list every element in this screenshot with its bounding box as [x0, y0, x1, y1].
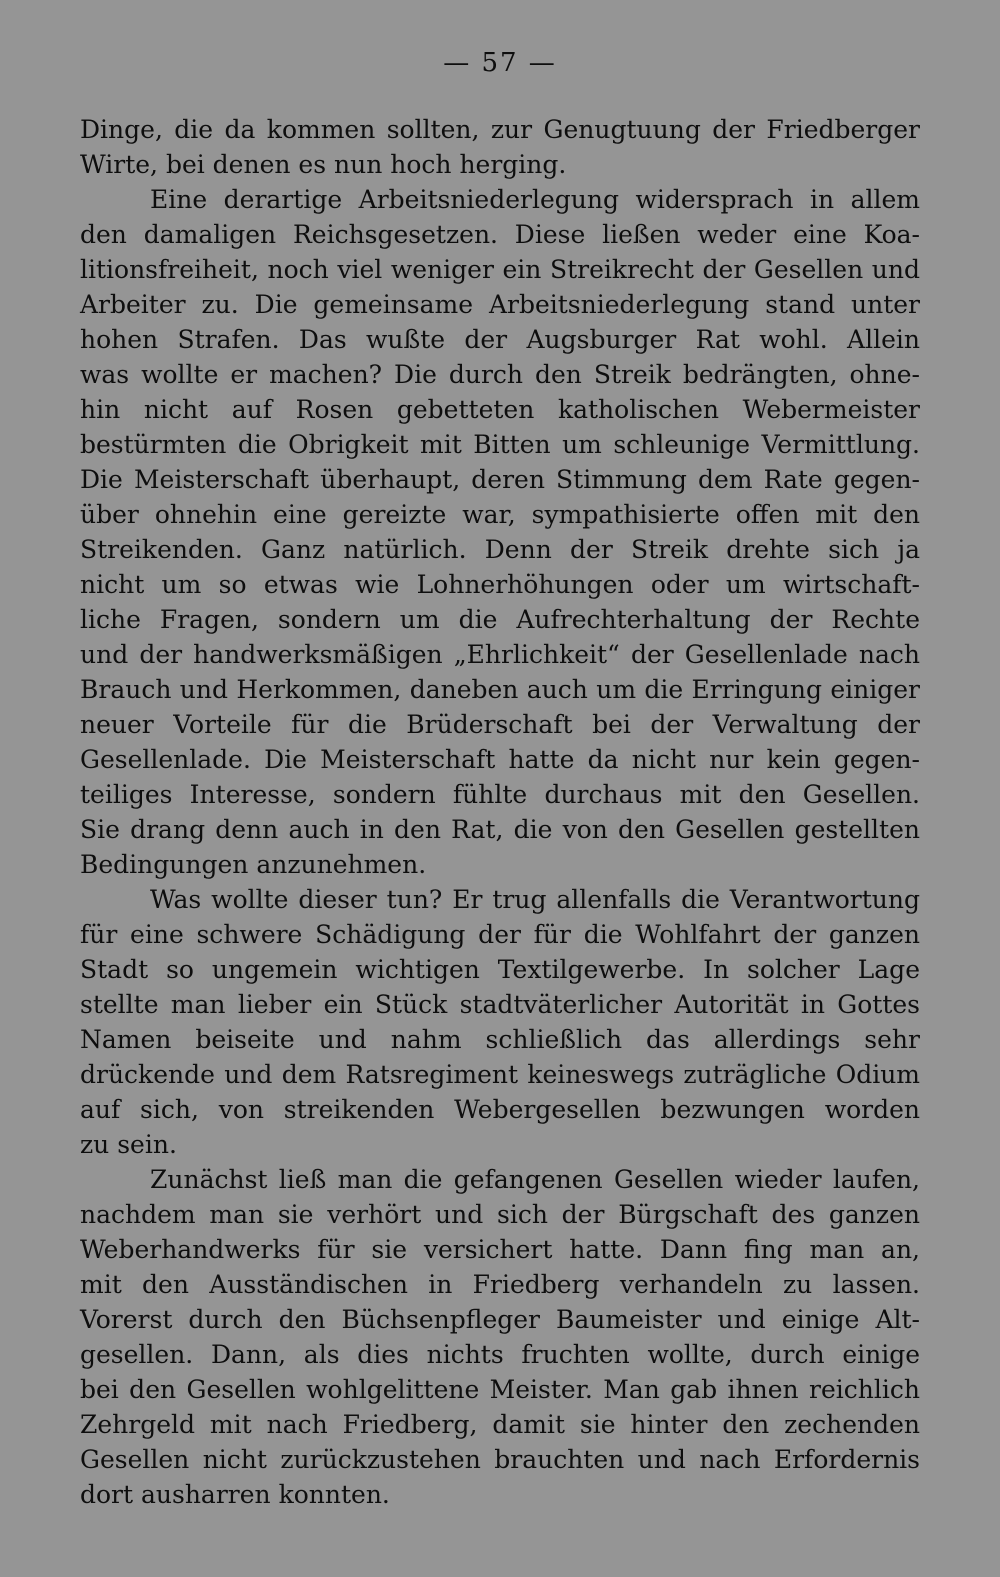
text-line: Dinge, die da kommen sollten, zur Genugtuung der Friedberger	[80, 115, 920, 144]
text-line: Eine derartige Arbeitsniederlegung widersprach in allem	[150, 185, 920, 214]
text-line: hohen Strafen. Das wußte der Augsburger Rat wohl. Allein	[80, 325, 920, 354]
body-text	[80, 112, 920, 1512]
text-line: litionsfreiheit, noch viel weniger ein Streikrecht der Gesellen und	[80, 255, 920, 284]
text-line: Arbeiter zu. Die gemeinsame Arbeitsniederlegung stand unter	[80, 290, 920, 319]
text-line: Namen beiseite und nahm schließlich das allerdings sehr	[80, 1025, 920, 1054]
text-line: was wollte er machen? Die durch den Streik bedrängten, ohne-	[80, 360, 920, 389]
text-line: Brauch und Herkommen, daneben auch um die Erringung einiger	[80, 675, 920, 704]
text-line: über ohnehin eine gereizte war, sympathisierte offen mit den	[80, 500, 920, 529]
text-line: den damaligen Reichsgesetzen. Diese ließen weder eine Koa-	[80, 220, 920, 249]
text-line: Was wollte dieser tun? Er trug allenfalls die Verantwortung	[150, 885, 920, 914]
text-line: und der handwerksmäßigen „Ehrlichkeit“ der Gesellenlade nach	[80, 640, 920, 669]
text-line: gesellen. Dann, als dies nichts fruchten wollte, durch einige	[80, 1340, 920, 1369]
text-line: neuer Vorteile für die Brüderschaft bei der Verwaltung der	[80, 710, 920, 739]
text-line: bei den Gesellen wohlgelittene Meister. Man gab ihnen reichlich	[80, 1375, 920, 1404]
text-line: liche Fragen, sondern um die Aufrechterhaltung der Rechte	[80, 605, 920, 634]
text-line: Zehrgeld mit nach Friedberg, damit sie hinter den zechenden	[80, 1410, 920, 1439]
text-line: mit den Ausständischen in Friedberg verhandeln zu lassen.	[80, 1270, 920, 1299]
text-line: Gesellen nicht zurückzustehen brauchten und nach Erfordernis	[80, 1445, 920, 1474]
text-line: drückende und dem Ratsregiment keineswegs zuträgliche Odium	[80, 1060, 920, 1089]
text-line: Die Meisterschaft überhaupt, deren Stimmung dem Rate gegen-	[80, 465, 920, 494]
text-line: dort ausharren konnten.	[80, 1480, 390, 1509]
text-line: für eine schwere Schädigung der für die Wohlfahrt der ganzen	[80, 920, 920, 949]
text-line: Sie drang denn auch in den Rat, die von den Gesellen gestellten	[80, 815, 920, 844]
text-line: auf sich, von streikenden Webergesellen bezwungen worden	[80, 1095, 920, 1124]
text-line: Zunächst ließ man die gefangenen Gesellen wieder laufen,	[150, 1165, 920, 1194]
text-line: Vorerst durch den Büchsenpfleger Baumeister und einige Alt-	[80, 1305, 920, 1334]
text-line: bestürmten die Obrigkeit mit Bitten um schleunige Vermittlung.	[80, 430, 920, 459]
text-line: Bedingungen anzunehmen.	[80, 850, 427, 879]
text-line: stellte man lieber ein Stück stadtväterlicher Autorität in Gottes	[80, 990, 920, 1019]
text-line: zu sein.	[80, 1130, 177, 1159]
text-line: teiliges Interesse, sondern fühlte durchaus mit den Gesellen.	[80, 780, 920, 809]
text-line: Streikenden. Ganz natürlich. Denn der Streik drehte sich ja	[80, 535, 920, 564]
text-line: Gesellenlade. Die Meisterschaft hatte da nicht nur kein gegen-	[80, 745, 920, 774]
text-line: Stadt so ungemein wichtigen Textilgewerbe. In solcher Lage	[80, 955, 920, 984]
text-line: hin nicht auf Rosen gebetteten katholischen Webermeister	[80, 395, 920, 424]
page-number: — 57 —	[443, 48, 557, 78]
text-line: nachdem man sie verhört und sich der Bürgschaft des ganzen	[80, 1200, 920, 1229]
text-line: Wirte, bei denen es nun hoch herging.	[80, 150, 567, 179]
text-line: nicht um so etwas wie Lohnerhöhungen oder um wirtschaft-	[80, 570, 920, 599]
text-line: Weberhandwerks für sie versichert hatte. Dann fing man an,	[80, 1235, 920, 1264]
